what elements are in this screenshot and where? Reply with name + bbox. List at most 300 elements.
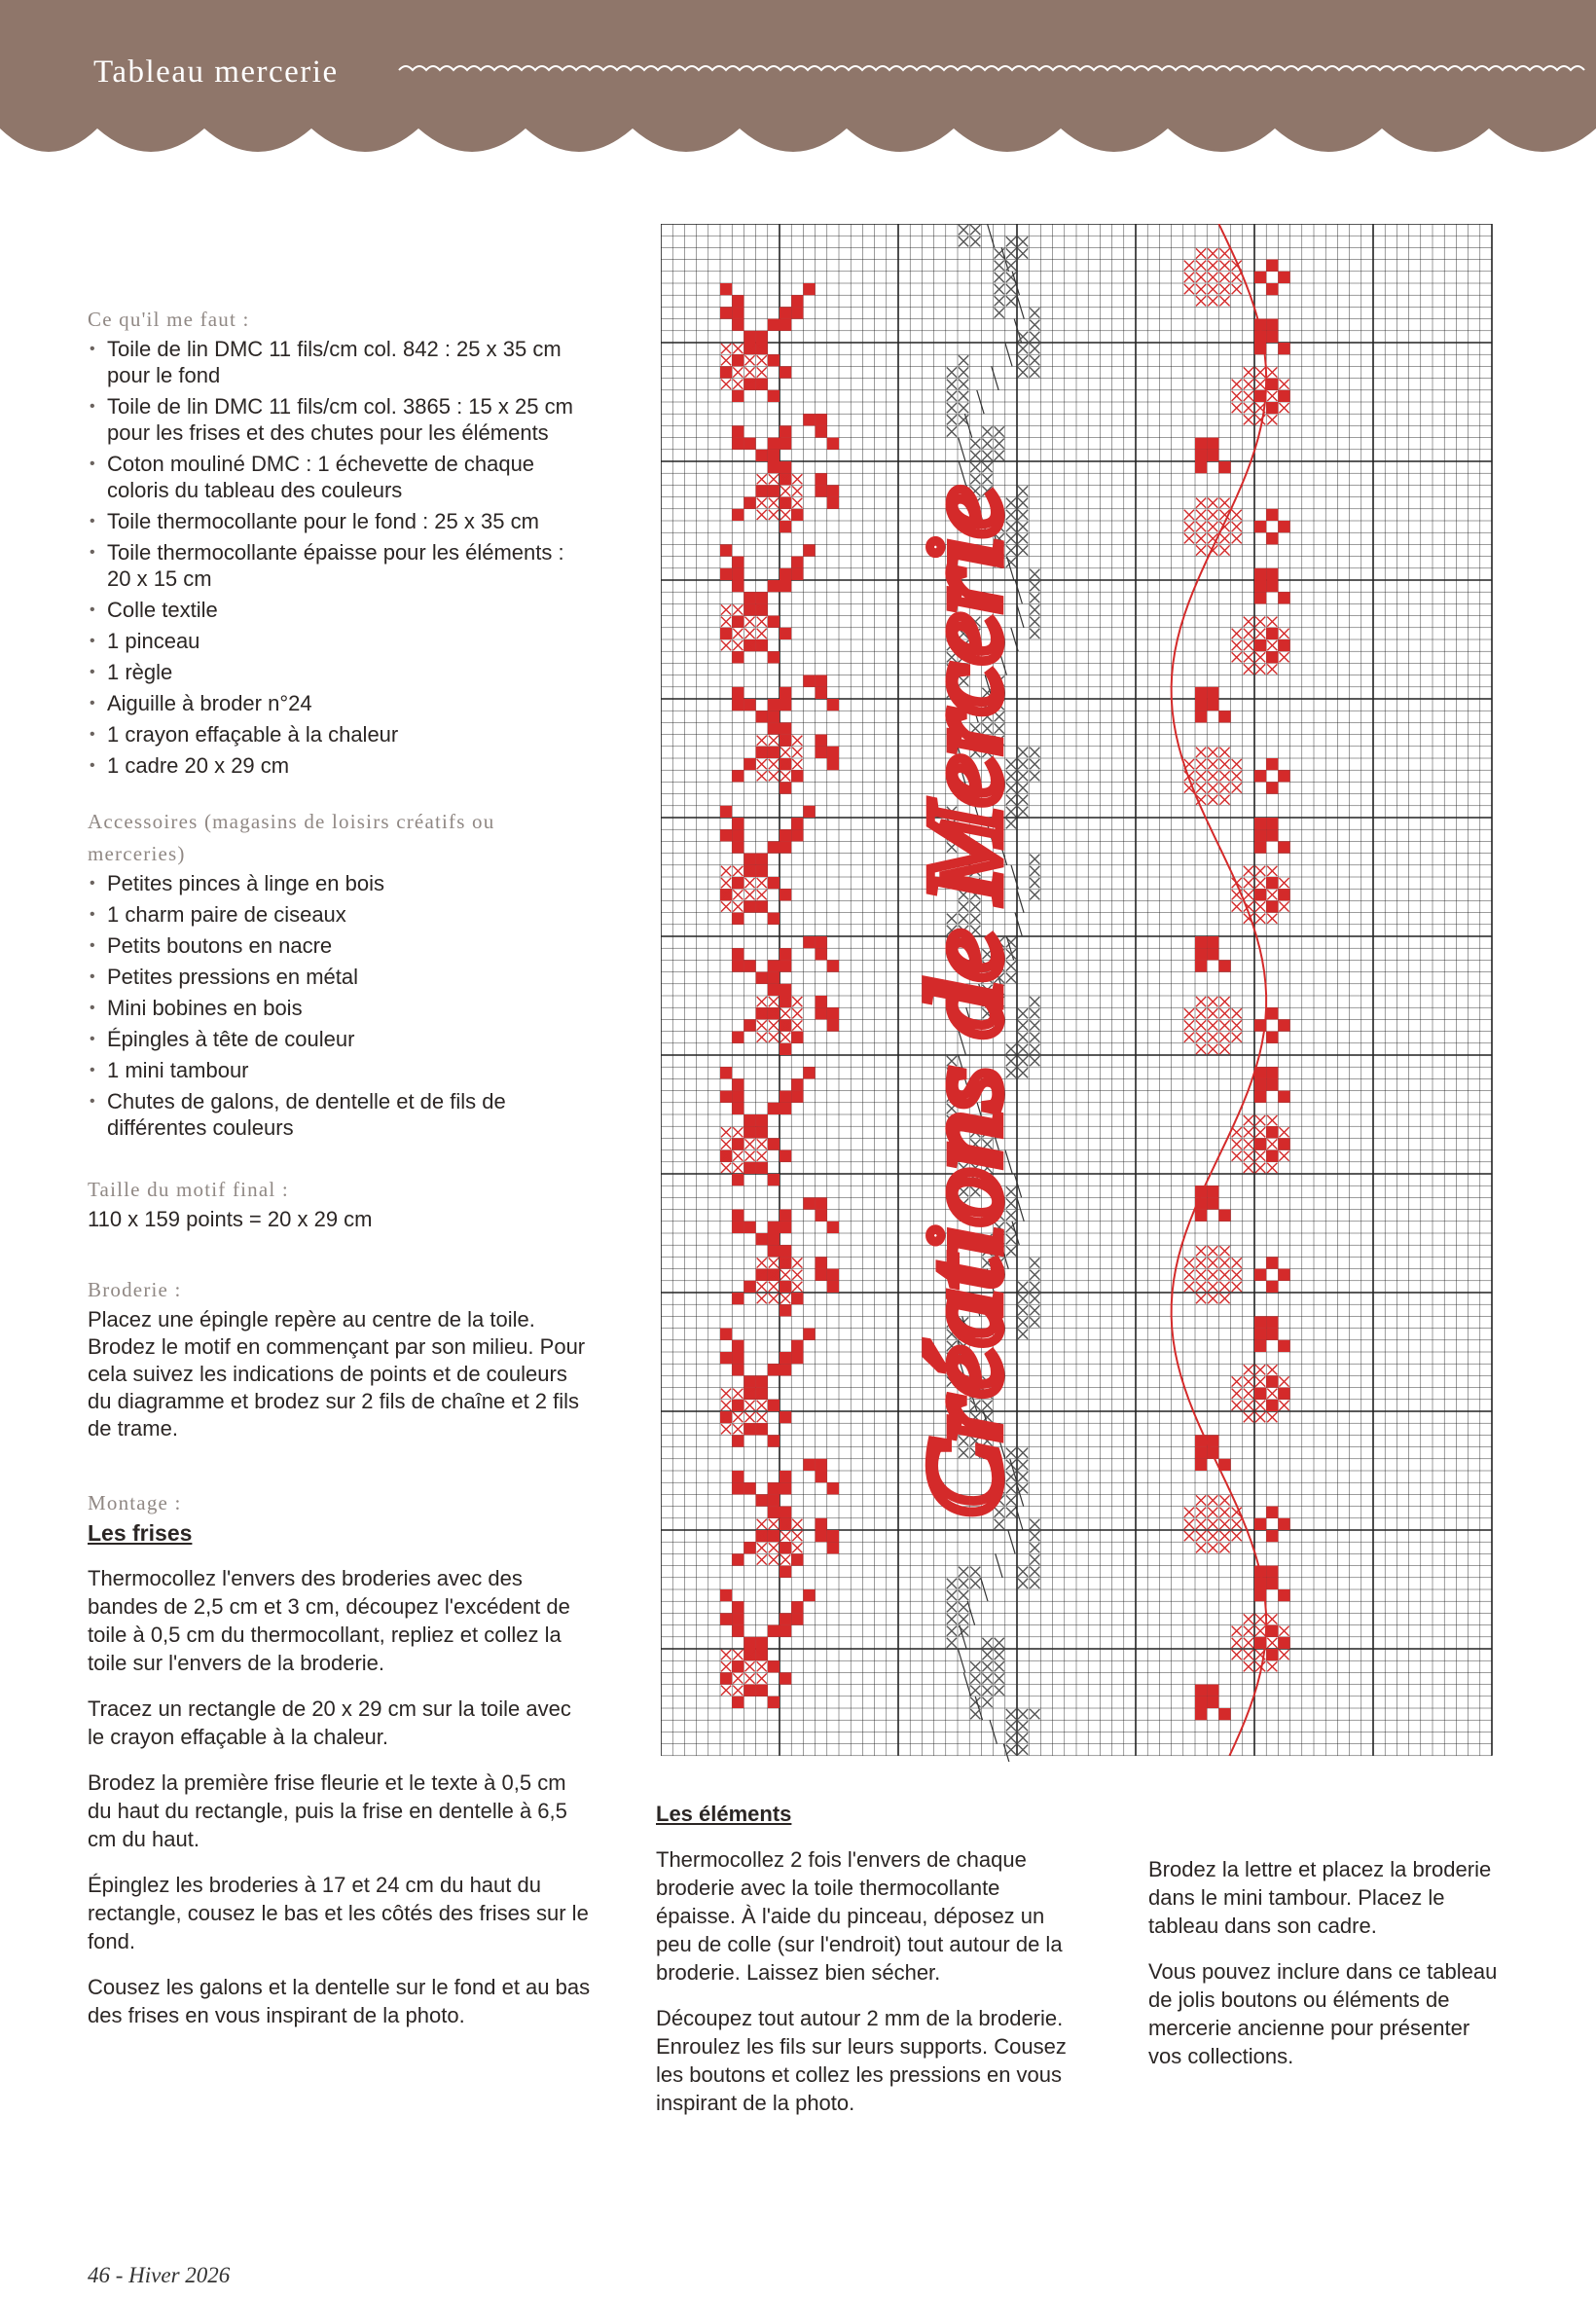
stitch-red — [1278, 1589, 1289, 1601]
stitch-lace — [970, 225, 980, 235]
stitch-red — [1218, 461, 1230, 473]
stitch-cross — [757, 1401, 767, 1410]
stitch-red — [1266, 1281, 1278, 1293]
stitch-cross — [733, 1412, 743, 1422]
list-item: • Toile thermocollante épaisse pour les éléments : 20 x 15 cm — [88, 539, 594, 592]
stitch-cross — [733, 640, 743, 650]
stitch-lace — [970, 1709, 980, 1719]
stitch-red — [1266, 1625, 1278, 1637]
stitch-cross — [721, 1661, 731, 1671]
stitch-red — [732, 390, 744, 402]
stitch-red — [780, 782, 791, 793]
stitch-cross — [1196, 1270, 1206, 1280]
stitch-red — [1266, 331, 1278, 343]
stitch-lace — [1030, 308, 1039, 317]
stitch-red — [1266, 402, 1278, 414]
stitch-lace — [947, 1638, 957, 1648]
stitch-cross — [1184, 1282, 1194, 1292]
stitch-cross — [769, 736, 779, 746]
stitch-cross — [757, 1519, 767, 1529]
stitch-lace — [970, 462, 980, 472]
stitch-red — [1278, 1518, 1289, 1530]
stitch-red — [1254, 1566, 1266, 1578]
stitch-red — [803, 1197, 815, 1209]
stitch-cross — [1244, 367, 1253, 377]
stitch-cross — [1232, 1638, 1242, 1648]
stitch-lace — [947, 1579, 957, 1588]
stitch-red — [1266, 1649, 1278, 1660]
stitch-red — [816, 1007, 827, 1019]
stitch-red — [816, 1471, 827, 1482]
stitch-red — [768, 319, 780, 331]
stitch-cross — [1232, 1151, 1242, 1161]
stitch-cross — [1184, 1519, 1194, 1529]
list-item: • Toile de lin DMC 11 fils/cm col. 3865 : 15 x 25 cm pour les frises et des chutes pour les éléments — [88, 393, 594, 446]
stitch-red — [816, 1459, 827, 1471]
stitch-lace — [970, 1661, 980, 1671]
stitch-red — [720, 283, 732, 295]
stitch-red — [827, 485, 839, 496]
stitch-cross — [1219, 1270, 1229, 1280]
stitch-cross — [792, 736, 802, 746]
stitch-cross — [1279, 901, 1288, 911]
stitch-cross — [757, 736, 767, 746]
stitch-lace — [1030, 1579, 1039, 1588]
stitch-cross — [1184, 284, 1194, 294]
stitch-cross — [792, 486, 802, 495]
final-column — [1148, 1855, 1508, 2088]
frises-paragraph: Tracez un rectangle de 20 x 29 cm sur la toile avec le crayon effaçable à la chaleur. — [88, 1696, 571, 1749]
assembly-title: Montage : — [88, 1491, 182, 1514]
stitch-cross — [780, 1270, 790, 1280]
stitch-cross — [769, 1258, 779, 1267]
stitch-cross — [721, 1163, 731, 1173]
stitch-cross — [757, 498, 767, 508]
stitch-red — [1266, 818, 1278, 829]
stitch-cross — [1196, 1033, 1206, 1042]
stitch-cross — [1184, 533, 1194, 543]
stitch-cross — [1208, 1495, 1217, 1505]
stitch-red — [744, 1019, 755, 1031]
stitch-lace — [970, 1579, 980, 1588]
stitch-cross — [733, 1424, 743, 1434]
stitch-cross — [1196, 1495, 1206, 1505]
stitch-cross — [1279, 629, 1288, 638]
stitch-cross — [1244, 1638, 1253, 1648]
stitch-cross — [1279, 403, 1288, 413]
stitch-red — [744, 438, 755, 450]
stitch-red — [1254, 1340, 1266, 1352]
stitch-cross — [721, 1139, 731, 1149]
list-item: • 1 cadre 20 x 29 cm — [88, 752, 594, 779]
stitch-red — [780, 1364, 791, 1375]
accessories-list — [88, 870, 594, 1141]
stitch-red — [1218, 960, 1230, 971]
stitch-cross — [1196, 522, 1206, 531]
stitch-lace — [1030, 1056, 1039, 1066]
stitch-lace — [970, 451, 980, 460]
stitch-lace — [1018, 367, 1028, 377]
stitch-lace — [1018, 237, 1028, 246]
stitch-lace — [1030, 581, 1039, 591]
stitch-cross — [1232, 640, 1242, 650]
stitch-red — [827, 1222, 839, 1233]
stitch-cross — [1196, 783, 1206, 792]
stitch-red — [768, 1507, 780, 1518]
stitch-red — [768, 651, 780, 663]
stitch-lace — [995, 426, 1004, 436]
stitch-cross — [1196, 1508, 1206, 1517]
stitch-red — [791, 568, 803, 580]
page-footer — [88, 2263, 230, 2288]
stitch-cross — [757, 617, 767, 627]
stitch-cross — [1219, 771, 1229, 781]
stitch-cross — [1196, 545, 1206, 555]
stitch-cross — [792, 1543, 802, 1552]
stitch-red — [756, 972, 768, 984]
stitch-cross — [1267, 1661, 1277, 1671]
stitch-cross — [1267, 415, 1277, 424]
stitch-red — [803, 1459, 815, 1471]
stitch-lace — [1018, 1709, 1028, 1719]
stitch-red — [780, 722, 791, 734]
stitch-cross — [1232, 878, 1242, 888]
stitch-red — [791, 818, 803, 829]
stitch-red — [791, 1601, 803, 1613]
stitch-lace — [995, 1661, 1004, 1671]
stitch-red — [768, 1174, 780, 1185]
stitch-red — [1278, 639, 1289, 651]
stitch-red — [1254, 818, 1266, 829]
stitch-lace — [947, 1614, 957, 1623]
stitch-cross — [1232, 522, 1242, 531]
stitch-red — [768, 580, 780, 592]
stitch-lace — [1030, 1519, 1039, 1529]
stitch-red — [1207, 1435, 1218, 1446]
stitch-red — [780, 1103, 791, 1114]
stitch-red — [1207, 450, 1218, 461]
stitch-cross — [744, 1661, 754, 1671]
stitch-red — [827, 1542, 839, 1553]
stitch-red — [1207, 1447, 1218, 1459]
stitch-cross — [744, 1139, 754, 1149]
stitch-cross — [792, 474, 802, 484]
stitch-red — [780, 1222, 791, 1233]
stitch-red — [1266, 1032, 1278, 1043]
stitch-red — [1195, 450, 1207, 461]
stitch-red — [768, 461, 780, 473]
stitch-cross — [1267, 617, 1277, 627]
stitch-lace — [947, 1590, 957, 1600]
stitch-red — [1195, 699, 1207, 711]
stitch-red — [1266, 532, 1278, 544]
stitch-cross — [1219, 1543, 1229, 1552]
stitch-lace — [959, 225, 968, 235]
stitch-red — [827, 1019, 839, 1031]
stitch-red — [816, 414, 827, 425]
list-item: • Petites pinces à linge en bois — [88, 870, 594, 896]
stitch-cross — [792, 1282, 802, 1292]
stitch-cross — [1196, 771, 1206, 781]
stitch-cross — [1219, 1033, 1229, 1042]
stitch-red — [744, 1482, 755, 1494]
stitch-cross — [780, 1008, 790, 1018]
stitch-cross — [792, 1258, 802, 1267]
stitch-lace — [1006, 261, 1016, 271]
stitch-cross — [733, 380, 743, 389]
stitch-red — [732, 687, 744, 699]
stitch-cross — [757, 771, 767, 781]
stitch-red — [756, 1233, 768, 1245]
stitch-cross — [1244, 1365, 1253, 1374]
stitch-red — [1266, 1400, 1278, 1411]
stitch-red — [780, 829, 791, 841]
stitch-red — [1266, 1150, 1278, 1162]
stitch-lace — [970, 439, 980, 449]
stitch-red — [732, 1553, 744, 1565]
stitch-cross — [1208, 1033, 1217, 1042]
stitch-red — [1207, 1685, 1218, 1696]
stitch-red — [803, 675, 815, 687]
stitch-cross — [1267, 1163, 1277, 1173]
stitch-lace — [1006, 248, 1016, 258]
stitch-cross — [1208, 273, 1217, 282]
stitch-cross — [1267, 640, 1277, 650]
stitch-red — [768, 972, 780, 984]
stitch-lace — [1030, 1270, 1039, 1280]
stitch-cross — [1232, 1139, 1242, 1149]
stitch-lace — [1018, 1721, 1028, 1731]
stitch-red — [827, 1269, 839, 1281]
stitch-red — [756, 1375, 768, 1387]
stitch-red — [732, 1293, 744, 1304]
stitch-red — [1266, 1078, 1278, 1090]
stitch-red — [1207, 1197, 1218, 1209]
stitch-red — [732, 1174, 744, 1185]
stitch-cross — [1184, 522, 1194, 531]
stitch-cross — [1208, 284, 1217, 294]
stitch-red — [791, 1613, 803, 1624]
stitch-lace — [982, 1638, 992, 1648]
stitch-red — [1218, 711, 1230, 722]
stitch-lace — [995, 296, 1004, 306]
stitch-lace — [1030, 771, 1039, 781]
stitch-cross — [1184, 261, 1194, 271]
elements-heading: Les éléments — [656, 1802, 792, 1826]
stitch-red — [791, 1340, 803, 1352]
stitch-red — [1278, 889, 1289, 900]
stitch-red — [756, 1114, 768, 1126]
stitch-lace — [970, 237, 980, 246]
stitch-lace — [1030, 569, 1039, 579]
stitch-lace — [1018, 1579, 1028, 1588]
stitch-lace — [1030, 890, 1039, 899]
stitch-cross — [1219, 1519, 1229, 1529]
stitch-red — [768, 1696, 780, 1708]
stitch-cross — [1279, 1376, 1288, 1386]
stitch-red — [1195, 711, 1207, 722]
stitch-cross — [792, 1008, 802, 1018]
stitch-red — [732, 1103, 744, 1114]
stitch-red — [768, 354, 780, 366]
stitch-red — [780, 699, 791, 711]
stitch-red — [1278, 1138, 1289, 1149]
stitch-red — [816, 1269, 827, 1281]
list-item: • Épingles à tête de couleur — [88, 1026, 594, 1052]
stitch-cross — [1255, 1365, 1265, 1374]
stitch-lace — [970, 1686, 980, 1696]
stitch-cross — [733, 1389, 743, 1399]
stitch-cross — [1208, 795, 1217, 805]
stitch-red — [732, 1352, 744, 1364]
stitch-red — [1266, 877, 1278, 889]
stitch-lace — [1030, 1317, 1039, 1327]
stitch-red — [827, 497, 839, 509]
stitch-red — [1266, 1329, 1278, 1340]
stitch-cross — [721, 355, 731, 365]
stitch-red — [1278, 1269, 1289, 1281]
stitch-cross — [1232, 403, 1242, 413]
stitch-red — [1195, 948, 1207, 960]
frises-paragraph: Cousez les galons et la dentelle sur le fond et au bas des frises en vous inspirant de la photo. — [88, 1975, 591, 2027]
stitch-cross — [757, 759, 767, 769]
stitch-red — [780, 1304, 791, 1316]
stitch-red — [720, 1329, 732, 1340]
stitch-red — [791, 1091, 803, 1103]
stitch-lace — [1030, 1305, 1039, 1315]
stitch-red — [827, 1482, 839, 1494]
stitch-red — [1266, 1375, 1278, 1387]
stitch-red — [732, 829, 744, 841]
stitch-red — [732, 557, 744, 568]
stitch-cross — [733, 367, 743, 377]
stitch-lace — [947, 415, 957, 424]
stitch-cross — [780, 510, 790, 520]
stitch-lace — [947, 403, 957, 413]
stitch-cross — [1279, 1401, 1288, 1410]
stitch-red — [1207, 1185, 1218, 1197]
stitch-cross — [1232, 771, 1242, 781]
stitch-lace — [1018, 1733, 1028, 1742]
stitch-cross — [1244, 1151, 1253, 1161]
stitch-cross — [1232, 1531, 1242, 1541]
stitch-lace — [982, 1686, 992, 1696]
stitch-cross — [1196, 1258, 1206, 1267]
stitch-lace — [995, 1519, 1004, 1529]
stitch-red — [1207, 948, 1218, 960]
stitch-cross — [1232, 284, 1242, 294]
stitch-red — [1254, 1269, 1266, 1281]
stitch-cross — [1244, 1163, 1253, 1173]
stitch-cross — [733, 344, 743, 353]
stitch-cross — [1208, 783, 1217, 792]
stitch-cross — [1196, 1294, 1206, 1303]
stitch-red — [768, 1138, 780, 1149]
stitch-cross — [1208, 1008, 1217, 1018]
stitch-cross — [1196, 1020, 1206, 1030]
stitch-red — [1266, 580, 1278, 592]
stitch-red — [1218, 1459, 1230, 1471]
stitch-cross — [1255, 380, 1265, 389]
stitch-red — [1266, 1566, 1278, 1578]
list-item: • Chutes de galons, de dentelle et de fils de différentes couleurs — [88, 1088, 594, 1141]
stitch-red — [780, 438, 791, 450]
stitch-red — [816, 996, 827, 1007]
stitch-red — [732, 1078, 744, 1090]
stitch-red — [780, 1411, 791, 1423]
stitch-cross — [1184, 1008, 1194, 1018]
stitch-cross — [769, 759, 779, 769]
stitch-red — [816, 948, 827, 960]
stitch-cross — [1219, 296, 1229, 306]
stitch-cross — [1244, 640, 1253, 650]
stitch-red — [1254, 521, 1266, 532]
stitch-red — [1254, 568, 1266, 580]
stitch-cross — [1219, 261, 1229, 271]
stitch-cross — [1208, 1282, 1217, 1292]
elements-paragraph: Découpez tout autour 2 mm de la broderie. Enroulez les fils sur leurs supports. Cousez les boutons et collez les pressions en vous inspirant de la photo. — [656, 2006, 1067, 2115]
stitch-red — [744, 699, 755, 711]
stitch-cross — [757, 1151, 767, 1161]
stitch-cross — [1255, 629, 1265, 638]
stitch-lace — [995, 451, 1004, 460]
stitch-red — [1266, 283, 1278, 295]
list-item: • 1 mini tambour — [88, 1057, 594, 1083]
chart-lettering: Créations de Mercerie — [907, 570, 1023, 1518]
frises-heading: Les frises — [88, 1520, 193, 1546]
stitch-cross — [769, 498, 779, 508]
stitch-cross — [1208, 1294, 1217, 1303]
stitch-cross — [1244, 1650, 1253, 1660]
stitch-cross — [1219, 284, 1229, 294]
stitch-red — [732, 319, 744, 331]
stitch-red — [803, 414, 815, 425]
materials-list — [88, 336, 594, 779]
stitch-cross — [1244, 1626, 1253, 1636]
stitch-cross — [1232, 1626, 1242, 1636]
stitch-cross — [1267, 664, 1277, 674]
stitch-lace — [1030, 1294, 1039, 1303]
stitch-red — [720, 806, 732, 818]
stitch-lace — [1006, 1709, 1016, 1719]
stitch-red — [1195, 1185, 1207, 1197]
stitch-cross — [757, 1412, 767, 1422]
stitch-lace — [1030, 866, 1039, 876]
stitch-cross — [733, 901, 743, 911]
stitch-lace — [1006, 1721, 1016, 1731]
stitch-cross — [1219, 498, 1229, 508]
stitch-red — [732, 913, 744, 925]
stitch-red — [1254, 770, 1266, 782]
stitch-cross — [733, 1650, 743, 1660]
stitch-lace — [1030, 604, 1039, 614]
stitch-red — [780, 687, 791, 699]
stitch-lace — [959, 1614, 968, 1623]
stitch-red — [720, 1589, 732, 1601]
stitch-cross — [1184, 1531, 1194, 1541]
stitch-lace — [982, 1673, 992, 1683]
stitch-red — [768, 1103, 780, 1114]
stitch-red — [732, 960, 744, 971]
stitch-lace — [1030, 1008, 1039, 1018]
stitch-cross — [733, 604, 743, 614]
stitch-red — [1278, 1388, 1289, 1400]
stitch-cross — [757, 1139, 767, 1149]
stitch-red — [732, 1364, 744, 1375]
stitch-lace — [1018, 1745, 1028, 1755]
stitch-cross — [757, 1258, 767, 1267]
stitch-cross — [1196, 1519, 1206, 1529]
